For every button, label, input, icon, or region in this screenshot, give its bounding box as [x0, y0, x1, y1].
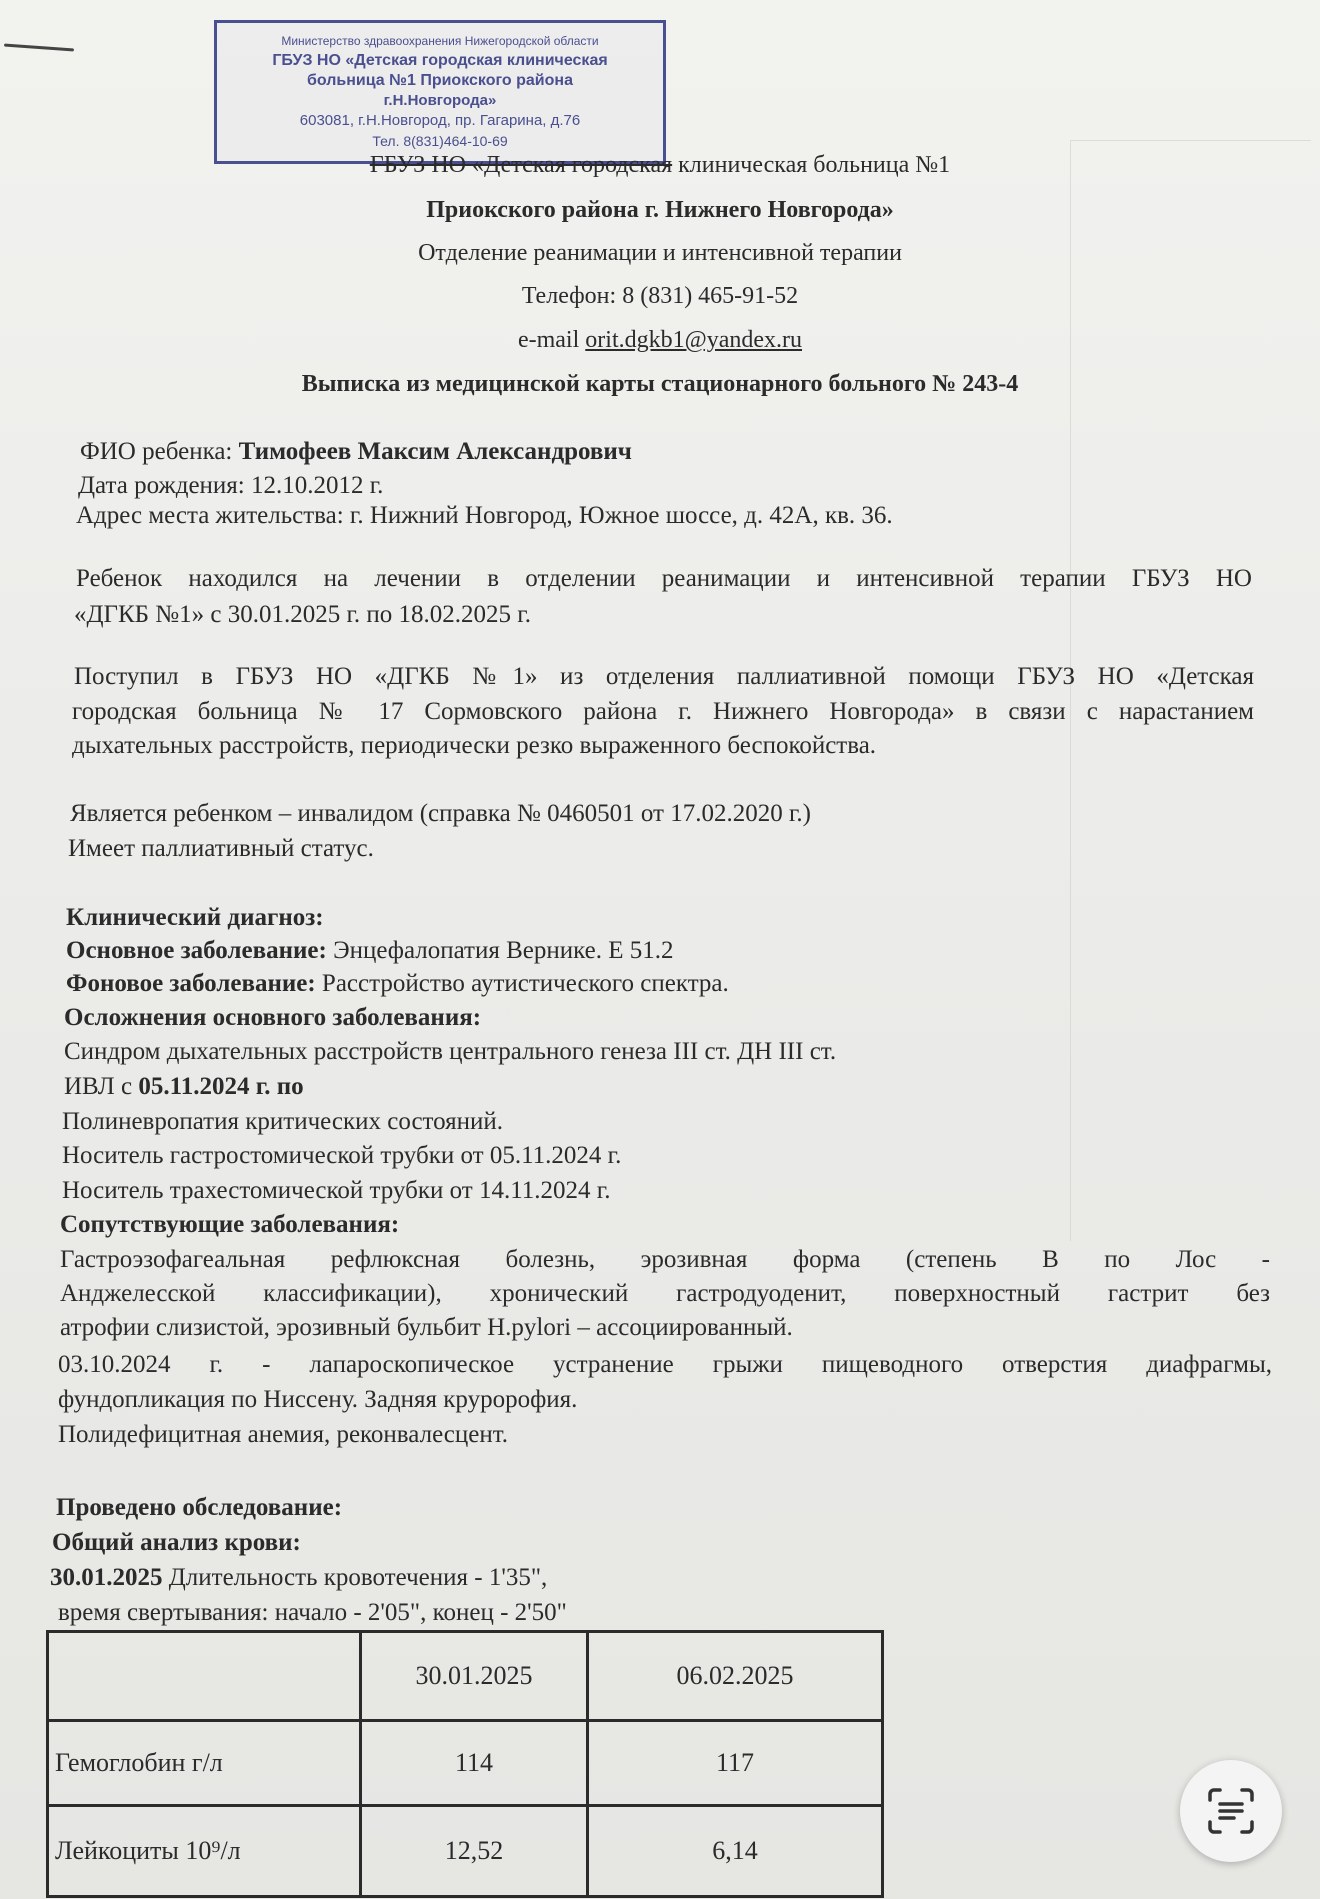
stamp-phone: Тел. 8(831)464-10-69 [372, 133, 508, 149]
document-title: Выписка из медицинской карты стационарного больного № 243-4 [301, 371, 1019, 397]
pen-mark [4, 44, 74, 52]
stamp-address: 603081, г.Н.Новгород, пр. Гагарина, д.76 [299, 112, 581, 129]
patient-dob: Дата рождения: 12.10.2012 г. [78, 472, 384, 499]
institution-stamp [214, 20, 666, 164]
header-cell-date-2: 06.02.2025 [588, 1632, 883, 1721]
row-label: Лейкоциты 10⁹/л [48, 1806, 361, 1897]
stamp-city: г.Н.Новгорода» [383, 92, 497, 109]
palliative-line: Имеет паллиативный статус. [68, 835, 374, 862]
stamp-ministry: Министерство здравоохранения Нижегородской области [281, 34, 599, 48]
concomitant-1: Гастроэзофагеальная рефлюксная болезнь, эрозивная форма (степень В по Лос - [60, 1246, 1270, 1273]
admission-line-1: Поступил в ГБУЗ НО «ДГКБ №1» из отделения паллиативной помощи ГБУЗ НО «Детская [74, 663, 1254, 690]
table-row [48, 1721, 883, 1806]
concomitant-2: Анджелесской классификации), хронический гастродуоденит, поверхностный гастрит без [60, 1280, 1270, 1307]
patient-name-label: ФИО ребенка: [80, 438, 239, 465]
concomitant-3: атрофии слизистой, эрозивный бульбит H.pylori – ассоциированный. [60, 1314, 793, 1341]
treatment-line-1: Ребенок находился на лечении в отделении реанимации и интенсивной терапии ГБУЗ НО [76, 565, 1252, 592]
cbc-heading-text: Общий анализ крови: [52, 1529, 301, 1556]
bleeding-date: 30.01.2025 [50, 1564, 163, 1591]
bleeding-time [50, 1564, 547, 1592]
complication-1: Синдром дыхательных расстройств центрального генеза III ст. ДН III ст. [64, 1038, 837, 1065]
concomitant-4: 03.10.2024 г. - лапароскопическое устранение грыжи пищеводного отверстия диафрагмы, [58, 1351, 1272, 1378]
concomitant-heading-text: Сопутствующие заболевания: [60, 1211, 400, 1238]
complication-2: Полиневропатия критических состояний. [62, 1108, 504, 1135]
cbc-heading [52, 1529, 301, 1557]
header-cell-date-1: 30.01.2025 [361, 1632, 588, 1721]
email-link[interactable]: orit.dgkb1@yandex.ru [585, 327, 803, 353]
diagnosis-heading-text: Клинический диагноз: [66, 904, 324, 931]
row-value-1: 12,52 [361, 1806, 588, 1897]
main-disease-label: Основное заболевание: [66, 937, 334, 964]
exam-heading [56, 1494, 342, 1522]
main-disease-value: Энцефалопатия Вернике. Е 51.2 [333, 937, 674, 964]
row-value-2: 117 [588, 1721, 883, 1806]
header-cell-empty [48, 1632, 361, 1721]
complication-3: Носитель гастростомической трубки от 05.11.2024 г. [62, 1142, 622, 1169]
header-org [0, 152, 1320, 179]
main-disease [66, 937, 674, 965]
lab-results-table [46, 1630, 884, 1898]
header-district: Приокского района г. Нижнего Новгорода» [426, 197, 894, 223]
concomitant-6: Полидефицитная анемия, реконвалесцент. [58, 1421, 509, 1448]
email-label: e-mail [517, 327, 586, 353]
row-label: Гемоглобин г/л [48, 1721, 361, 1806]
header-phone: Телефон: 8 (831) 465-91-52 [521, 283, 799, 309]
background-disease-label: Фоновое заболевание: [66, 970, 322, 997]
concomitant-heading [60, 1211, 399, 1239]
patient-address: Адрес места жительства: г. Нижний Новгород, Южное шоссе, д. 42А, кв. 36. [76, 502, 893, 529]
diagnosis-heading [66, 904, 324, 932]
text-scan-icon [1206, 1786, 1256, 1836]
complications-heading-text: Осложнения основного заболевания: [64, 1004, 482, 1031]
row-value-1: 114 [361, 1721, 588, 1806]
background-disease [66, 970, 729, 998]
stamp-hospital: больница №1 Приокского района [307, 72, 573, 89]
ivl-line [64, 1073, 304, 1101]
header-email [0, 327, 1320, 354]
background-disease-value: Расстройство аутистического спектра. [321, 970, 729, 997]
concomitant-5: фундопликация по Ниссену. Задняя круророфия. [58, 1386, 578, 1413]
complications-heading [64, 1004, 481, 1032]
clotting-time: время свертывания: начало - 2'05", конец - 2'50" [58, 1599, 567, 1626]
disability-line: Является ребенком – инвалидом (справка № 0460501 от 17.02.2020 г.) [70, 800, 811, 827]
header-org-struck: ГБУЗ НО «Детская городская [369, 152, 673, 178]
bleeding-text: Длительность кровотечения - 1'35", [162, 1564, 548, 1591]
stamp-org: ГБУЗ НО «Детская городская клиническая [272, 52, 608, 69]
row-value-2: 6,14 [588, 1806, 883, 1897]
complication-4: Носитель трахестомической трубки от 14.11.2024 г. [62, 1177, 611, 1204]
patient-name-value: Тимофеев Максим Александрович [238, 438, 632, 465]
admission-line-3: дыхательных расстройств, периодически резко выраженного беспокойства. [72, 732, 877, 759]
table-header-row [48, 1632, 883, 1721]
patient-name [80, 438, 632, 466]
scan-text-button[interactable] [1180, 1760, 1282, 1862]
ivl-prefix: ИВЛ с [64, 1073, 139, 1100]
header-org-rest: клиническая больница №1 [672, 152, 951, 178]
treatment-line-2: «ДГКБ №1» с 30.01.2025 г. по 18.02.2025 г. [74, 601, 531, 628]
ivl-date: 05.11.2024 г. по [138, 1073, 304, 1100]
table-row [48, 1806, 883, 1897]
admission-line-2: городская больница № 17 Сормовского района г. Нижнего Новгорода» в связи с нарастанием [72, 698, 1254, 725]
header-department: Отделение реанимации и интенсивной терапии [418, 240, 902, 266]
exam-heading-text: Проведено обследование: [56, 1494, 343, 1521]
